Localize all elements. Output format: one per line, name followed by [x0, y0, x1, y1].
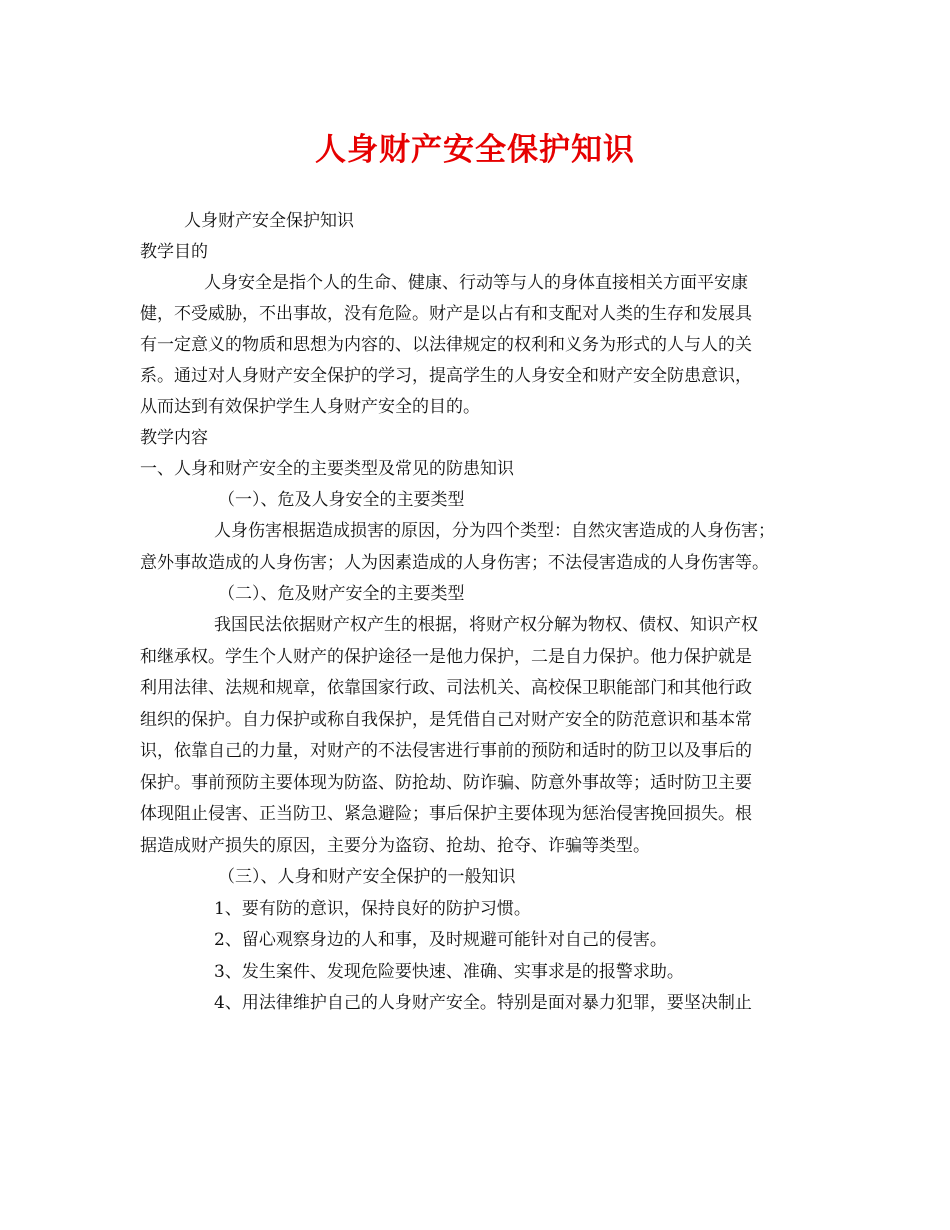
document-body [140, 206, 815, 1020]
paragraph-line: 系。通过对人身财产安全保护的学习，提高学生的人身安全和财产安全防患意识， [140, 366, 752, 386]
list-item-2: 2、留心观察身边的人和事，及时规避可能针对自己的侵害。 [214, 930, 667, 950]
paragraph-line: 利用法律、法规和规章，依靠国家行政、司法机关、高校保卫职能部门和其他行政 [140, 678, 752, 698]
paragraph-line: 组织的保护。自力保护或称自我保护，是凭借自己对财产安全的防范意识和基本常 [140, 709, 752, 730]
chapter-heading-one: 一、人身和财产安全的主要类型及常见的防患知识 [140, 459, 514, 479]
paragraph-line: 意外事故造成的人身伤害；人为因素造成的人身伤害；不法侵害造成的人身伤害等。 [140, 552, 769, 573]
section-heading-teaching-content: 教学内容 [140, 428, 208, 448]
paragraph-personal-injury [140, 516, 815, 579]
paragraph-line: 和继承权。学生个人财产的保护途径一是他力保护，二是自力保护。他力保护就是 [140, 646, 752, 667]
paragraph-property-rights [140, 610, 815, 862]
subheading-property-safety-types: （二）、危及财产安全的主要类型 [218, 584, 465, 604]
paragraph-line: 我国民法依据财产权产生的根据，将财产权分解为物权、债权、知识产权 [214, 615, 758, 635]
paragraph-line: 识，依靠自己的力量，对财产的不法侵害进行事前的预防和适时的防卫以及事后的 [140, 741, 752, 761]
paragraph-line: 体现阻止侵害、正当防卫、紧急避险；事后保护主要体现为惩治侵害挽回损失。根 [140, 804, 752, 824]
section-heading-teaching-goal: 教学目的 [140, 242, 208, 262]
paragraph-line: 健，不受威胁，不出事故，没有危险。财产是以占有和支配对人类的生存和发展具 [140, 304, 752, 324]
paragraph-line: 有一定意义的物质和思想为内容的、以法律规定的权利和义务为形式的人与人的关 [140, 335, 752, 355]
paragraph-line: 从而达到有效保护学生人身财产安全的目的。 [140, 397, 480, 417]
list-item-4: 4、用法律维护自己的人身财产安全。特别是面对暴力犯罪，要坚决制止 [214, 993, 752, 1013]
paragraph-line: 据造成财产损失的原因，主要分为盗窃、抢劫、抢夺、诈骗等类型。 [140, 835, 650, 856]
paragraph-line: 人身伤害根据造成损害的原因，分为四个类型：自然灾害造成的人身伤害； [214, 521, 775, 541]
list-item-1: 1、要有防的意识，保持良好的防护习惯。 [214, 898, 531, 919]
paragraph-teaching-goal [140, 268, 815, 423]
paragraph-line: 保护。事前预防主要体现为防盗、防抢劫、防诈骗、防意外事故等；适时防卫主要 [140, 772, 752, 793]
paragraph-line: 人身安全是指个人的生命、健康、行动等与人的身体直接相关方面平安康 [204, 273, 748, 293]
subheading-general-knowledge: （三）、人身和财产安全保护的一般知识 [218, 867, 516, 887]
subtitle-line: 人身财产安全保护知识 [184, 211, 354, 231]
list-item-3: 3、发生案件、发现危险要快速、准确、实事求是的报警求助。 [214, 961, 684, 982]
subheading-personal-safety-types: （一）、危及人身安全的主要类型 [218, 490, 465, 510]
document-title: 人身财产安全保护知识 [315, 132, 635, 168]
